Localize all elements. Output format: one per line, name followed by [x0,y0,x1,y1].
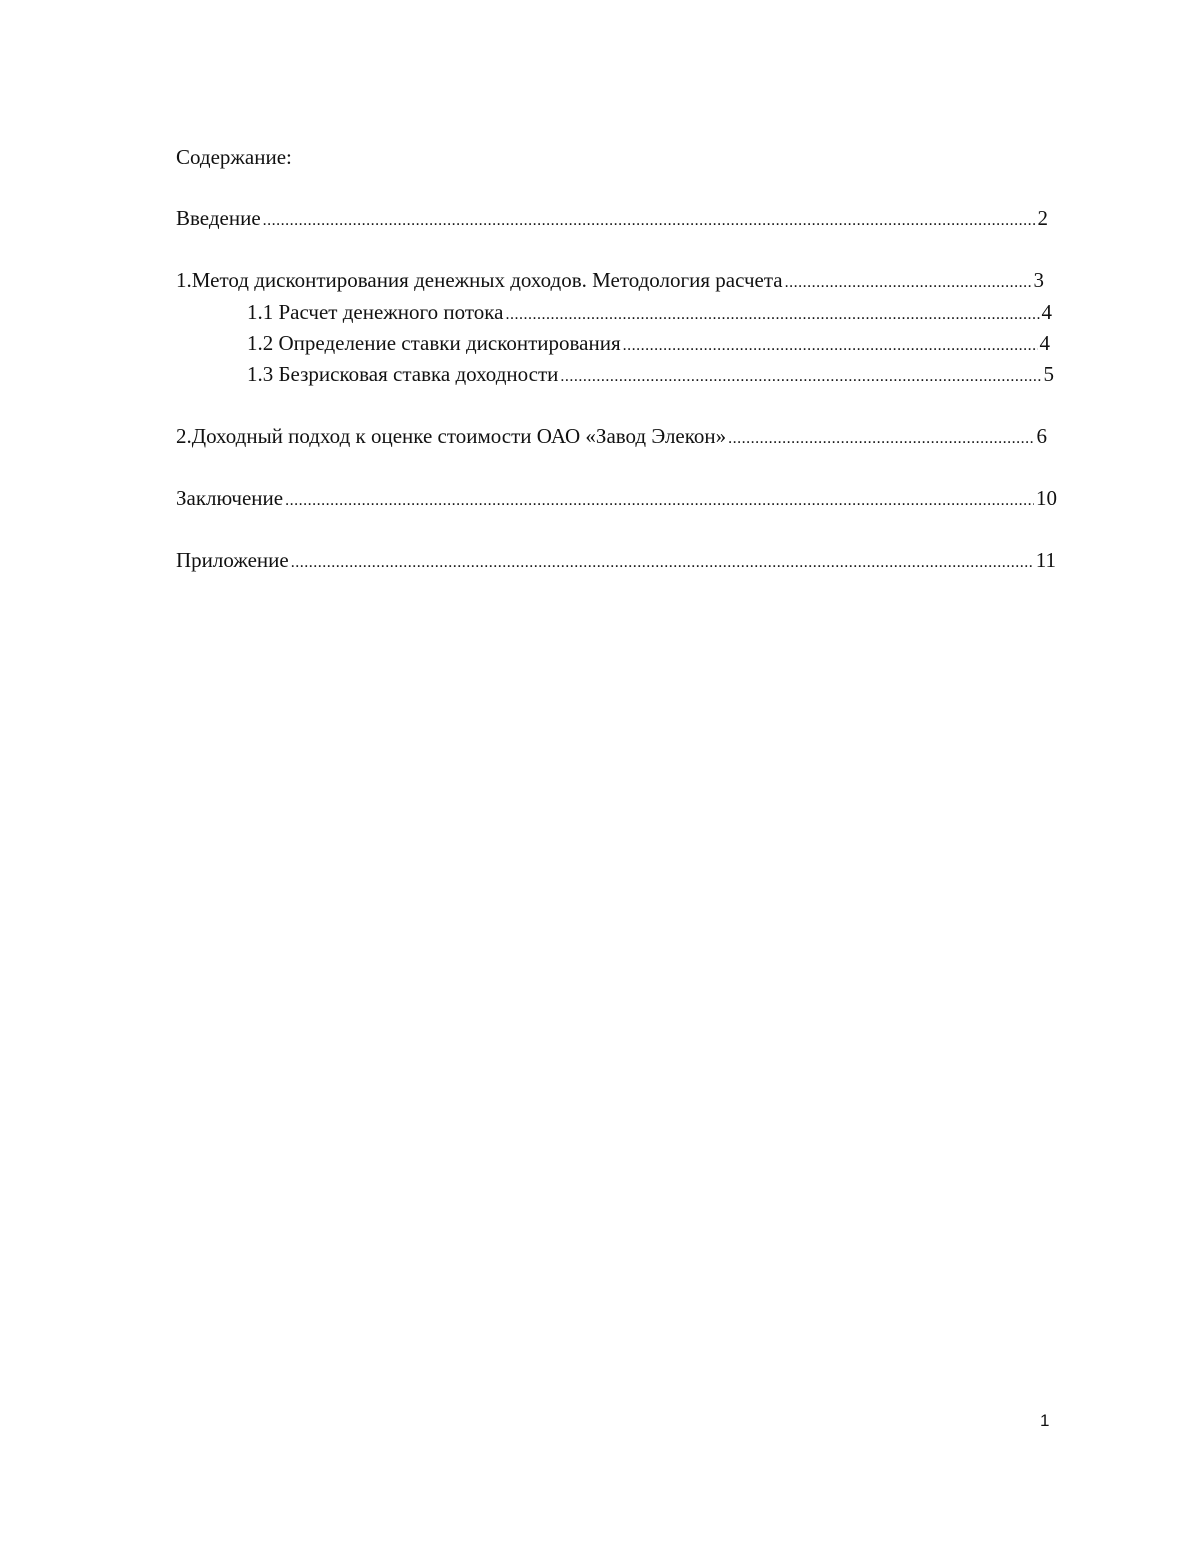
toc-entry-page: 3 [1033,268,1044,292]
toc-entry-text: Приложение [176,548,289,572]
toc-entry-text: Заключение [176,486,284,510]
page-number: 1 [1040,1411,1050,1430]
toc-entry-page: 4 [1041,300,1052,324]
toc-entry-text: Доходный подход к оценке стоимости ОАО «Завод Элекон» [191,424,727,448]
toc-entry-page: 2 [1037,206,1048,230]
toc-entry-number: 2. [176,424,192,448]
toc-entry-text: Введение [176,206,261,230]
toc-title: Содержание: [176,145,292,169]
toc-entry-page: 6 [1036,424,1047,448]
toc-entry-appendix [176,546,1056,577]
toc-entry-text: 1.3 Безрисковая ставка доходности [247,362,559,386]
toc-entry-page: 10 [1036,486,1057,510]
toc-entry-section-1-3 [247,360,1054,391]
toc-dot-leader [560,363,1041,391]
toc-entry-text: 1.2 Определение ставки дисконтирования [247,331,621,355]
toc-entry-page: 5 [1043,362,1054,386]
toc-entry-section-1-1 [247,298,1052,329]
toc-dot-leader [291,549,1034,577]
toc-dot-leader [263,207,1036,235]
toc-entry-section-1-2 [247,329,1050,360]
toc-entry-chapter-1 [176,266,1044,297]
toc-entry-conclusion [176,484,1057,515]
toc-entry-text: 1.1 Расчет денежного потока [247,300,504,324]
toc-entry-chapter-2 [176,422,1047,453]
toc-dot-leader [285,487,1034,515]
toc-entry-page: 4 [1039,331,1050,355]
toc-dot-leader [728,425,1034,453]
toc-dot-leader [785,269,1032,297]
toc-dot-leader [505,301,1039,329]
toc-entry-introduction [176,204,1048,235]
toc-entry-text: Метод дисконтирования денежных доходов. Методология расчета [191,268,783,292]
toc-dot-leader [623,332,1038,360]
toc-entry-number: 1. [176,268,192,292]
toc-entry-page: 11 [1035,548,1056,572]
